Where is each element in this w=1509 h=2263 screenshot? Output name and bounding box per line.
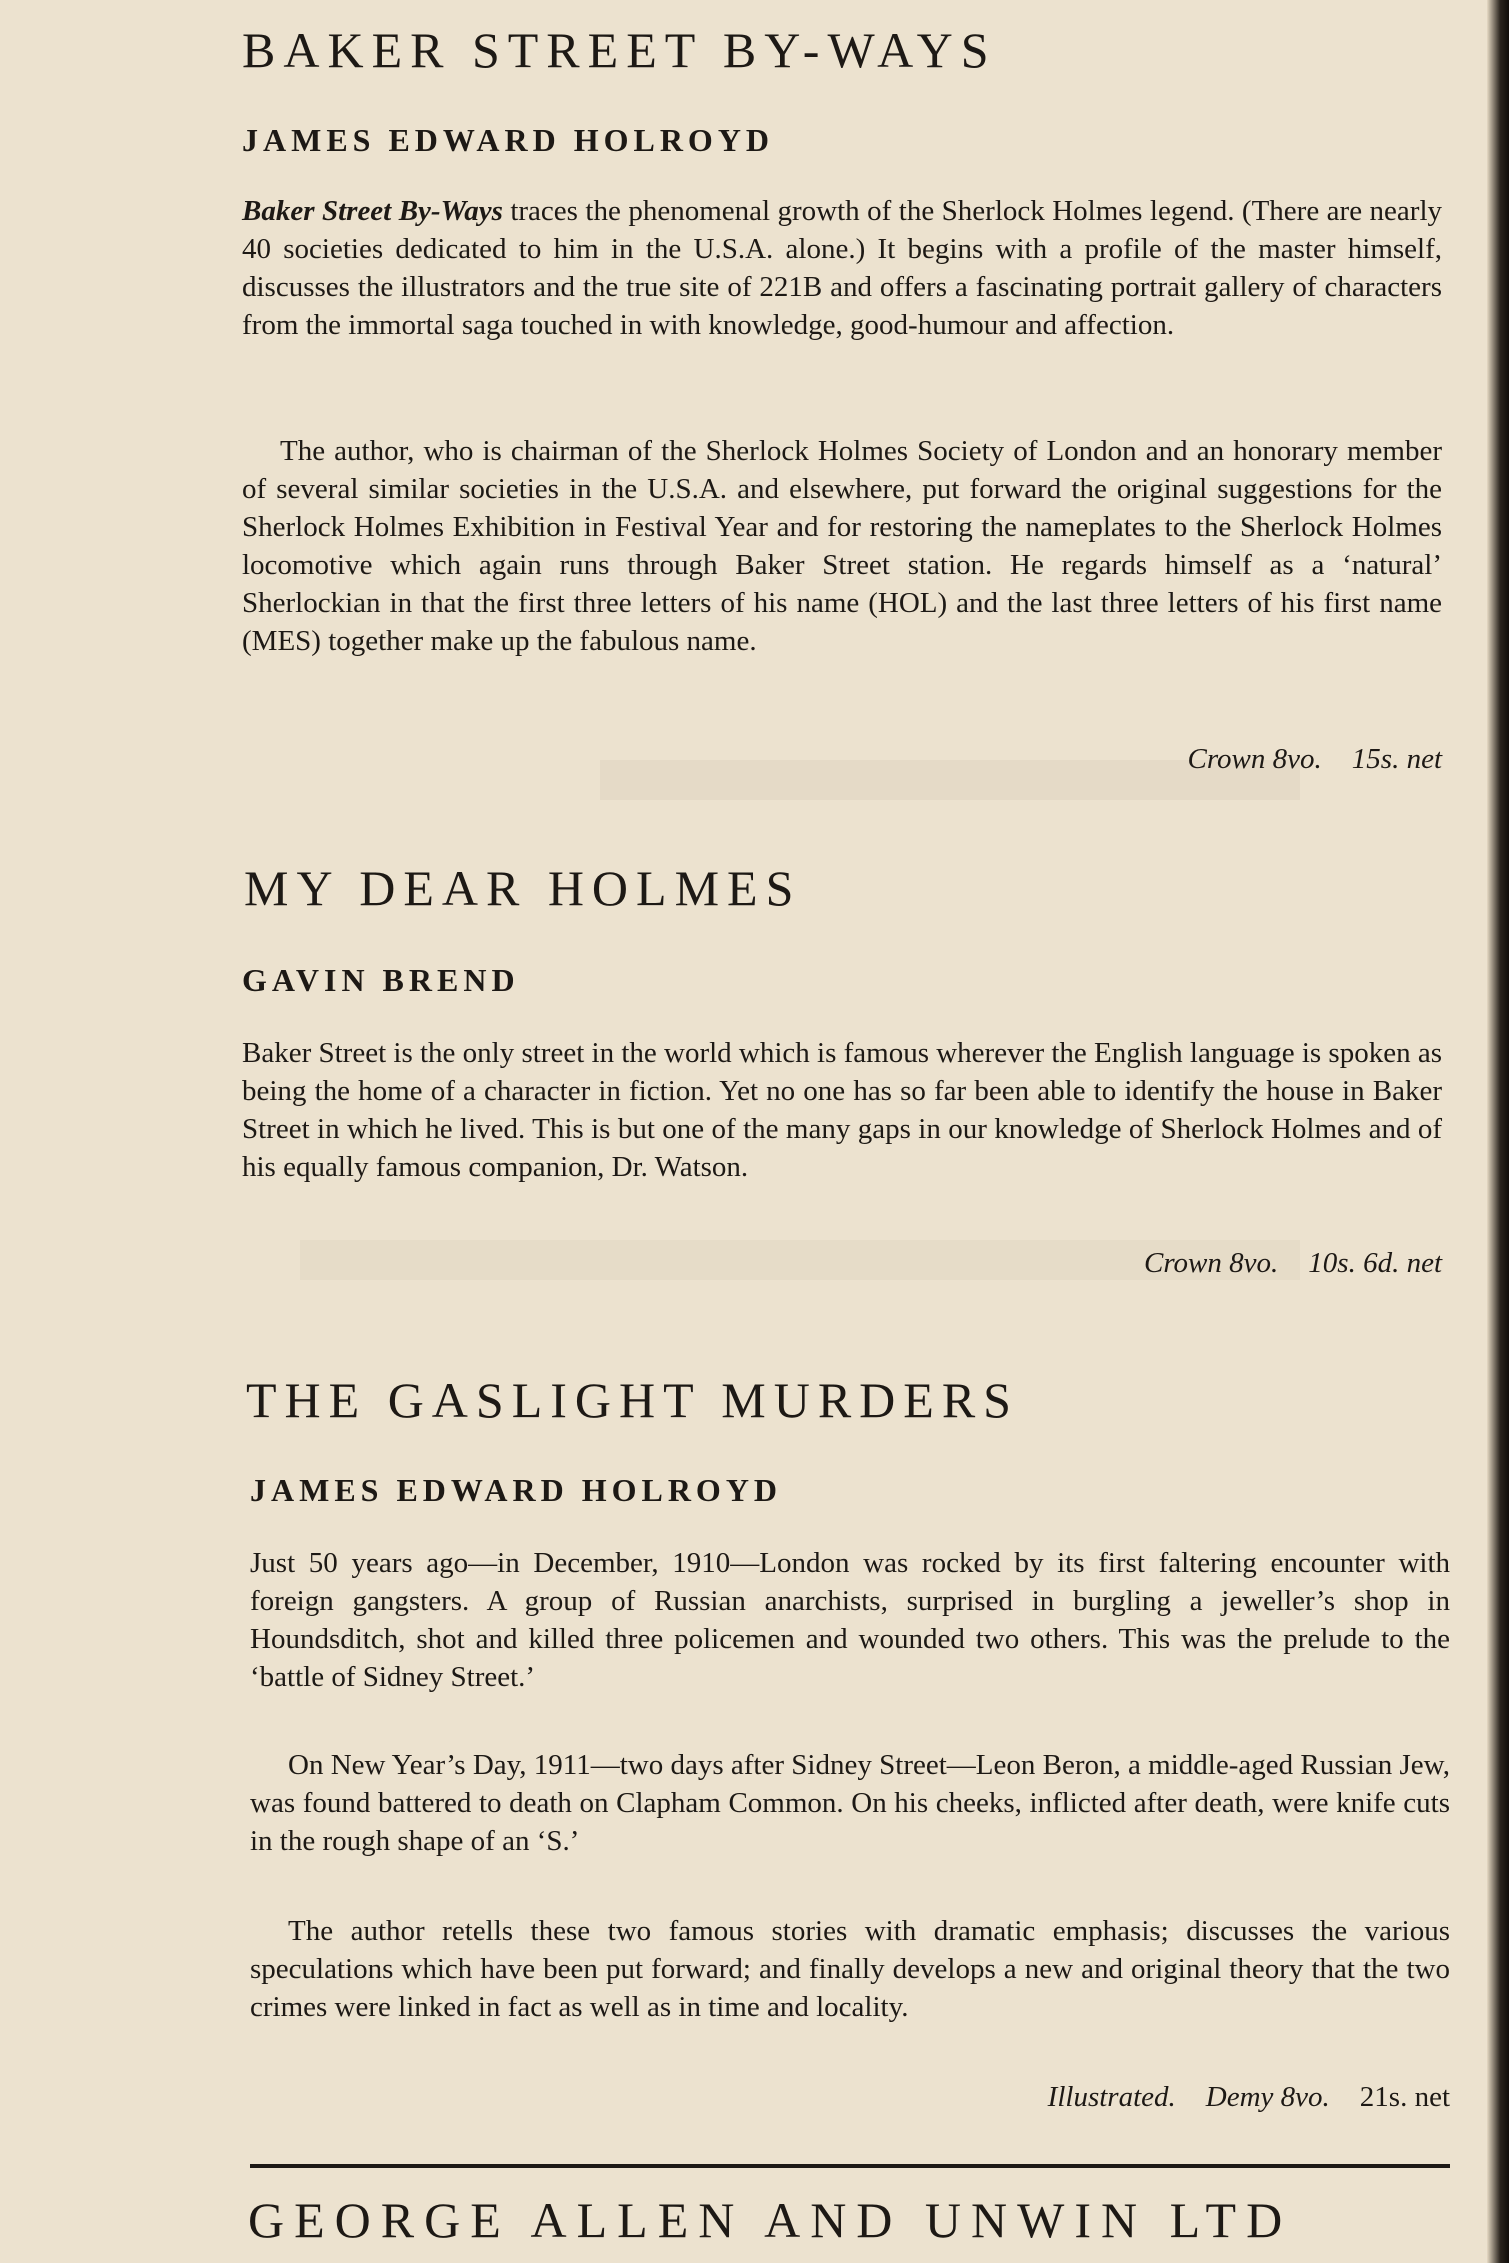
page-edge-shadow (1487, 0, 1509, 2263)
book-description: Baker Street is the only street in the world which is famous wherever the English language is spoken as being the home of a character in fiction. Yet no one has so far been able to identify the house in Baker Street in which he lived. This is but one of the many gaps in our knowledge of Sherlock Holmes and of his equally famous companion, Dr. Watson. (242, 1037, 1442, 1183)
divider-rule (250, 2164, 1450, 2168)
book-author: GAVIN BREND (242, 962, 520, 998)
price-line (1048, 2078, 1450, 2116)
book-title-italic: Baker Street By-Ways (242, 195, 503, 227)
book-author: JAMES EDWARD HOLROYD (242, 122, 775, 158)
book-body (250, 0, 1450, 2150)
illustrated-note: Illustrated. (1047, 2081, 1176, 2113)
book-author-note: The author, who is chairman of the Sherlock Holmes Society of London and an honorary member of several similar societies in the U.S.A. and elsewhere, put forward the original suggestions for the Sherlock Holmes Exhibition in Festival Year and for restoring the nameplates to the Sherlock Holmes locomotive which again runs through Baker Street station. He regards himself as a ‘natural’ Sherlockian in that the first three letters of his name (HOL) and the last three letters of his first name (MES) together make up the fabulous name. (242, 435, 1442, 657)
book-format: Demy 8vo. (1205, 2081, 1330, 2113)
description-text: traces the phenomenal growth of the Sherlock Holmes legend. (There are nearly 40 societies dedicated to him in the U.S.A. alone.) It begins with a profile of the master himself, discusses the illustrators and the true site of 221B and offers a fascinating portrait gallery of characters from the immortal saga touched in with knowledge, good-humour and affection. (242, 195, 1442, 341)
book-price: 10s. 6d. net (1308, 1247, 1442, 1279)
publisher-name: GEORGE ALLEN AND UNWIN LTD (248, 2192, 1293, 2248)
book-price: 15s. net (1351, 743, 1442, 775)
book-author: JAMES EDWARD HOLROYD (250, 1472, 783, 1508)
book-description: Just 50 years ago—in December, 1910—London was rocked by its first faltering encounter with foreign gangsters. A group of Russian anarchists, surprised in burgling a jeweller’s shop in Houndsditch, shot and killed three policemen and wounded two others. This was the prelude to the ‘battle of Sidney Street.’ (250, 1547, 1450, 1693)
book-price: 21s. net (1359, 2081, 1450, 2113)
book-description-continued: On New Year’s Day, 1911—two days after Sidney Street—Leon Beron, a middle-aged Russian Jew, was found battered to death on Clapham Common. On his cheeks, inflicted after death, were knife cuts in the rough shape of an ‘S.’ (250, 1749, 1450, 1857)
book-title: BAKER STREET BY-WAYS (242, 22, 997, 78)
book-format: Crown 8vo. (1144, 1247, 1279, 1279)
book-description-conclusion: The author retells these two famous stories with dramatic emphasis; discusses the various speculations which have been put forward; and finally develops a new and original theory that the two crimes were linked in fact as well as in time and locality. (250, 1915, 1450, 2023)
book-title: MY DEAR HOLMES (244, 860, 802, 916)
book-format: Crown 8vo. (1187, 743, 1322, 775)
book-title: THE GASLIGHT MURDERS (246, 1372, 1019, 1428)
